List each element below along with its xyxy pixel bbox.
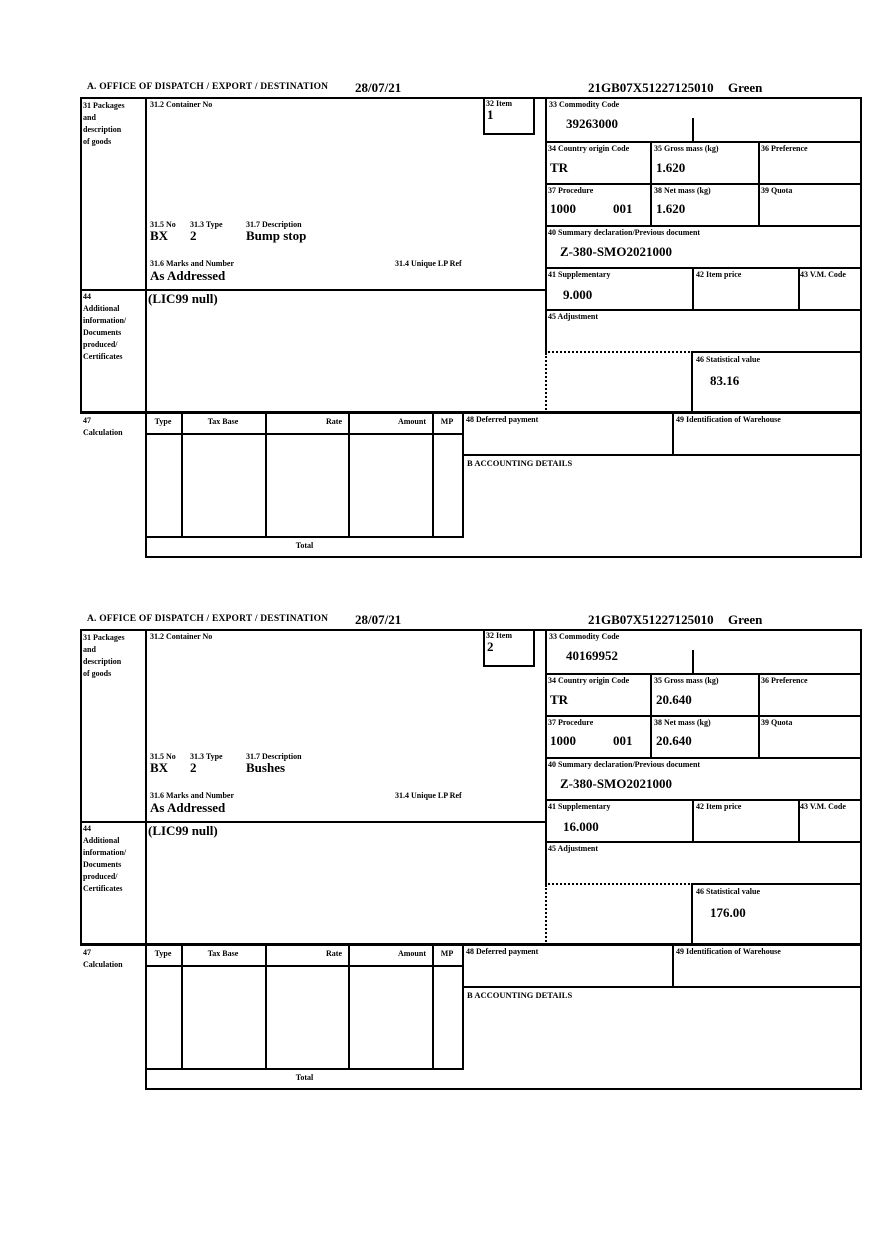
grid-line: [145, 1088, 862, 1090]
packages-label: 31 Packages: [83, 633, 125, 642]
summary-declaration-value: Z-380-SMO2021000: [560, 244, 672, 259]
grid-line: [462, 945, 464, 1070]
procedure-label: 37 Procedure: [548, 718, 594, 727]
grid-line: [483, 665, 535, 667]
grid-line: [545, 673, 862, 675]
grid-line: [545, 715, 862, 717]
accounting-details-label: B ACCOUNTING DETAILS: [467, 458, 573, 468]
routing-indicator: Green: [728, 612, 763, 627]
grid-line: [545, 309, 862, 311]
vm-code-label: 43 V.M. Code: [800, 802, 846, 811]
item-number-value: 1: [487, 107, 494, 122]
dotted-line: [545, 885, 547, 942]
grid-line: [758, 673, 760, 717]
grid-line: [691, 883, 862, 885]
accounting-details-label: B ACCOUNTING DETAILS: [467, 990, 573, 1000]
additional-info-label: 44: [83, 292, 91, 301]
additional-info-label: Certificates: [83, 352, 123, 361]
additional-info-label: Documents: [83, 860, 122, 869]
grid-line: [860, 97, 862, 558]
statistical-value-label: 46 Statistical value: [696, 355, 760, 364]
packages-label: description: [83, 657, 122, 666]
pack-no-label: 31.5 No: [150, 752, 176, 761]
packages-label: 31 Packages: [83, 101, 125, 110]
additional-info-label: produced/: [83, 872, 118, 881]
grid-line: [533, 97, 535, 133]
country-origin-label: 34 Country origin Code: [548, 676, 630, 685]
grid-line: [145, 1068, 464, 1070]
additional-info-label: information/: [83, 848, 127, 857]
calculation-label: Calculation: [83, 960, 123, 969]
grid-line: [265, 945, 267, 1070]
pack-desc-label: 31.7 Description: [246, 220, 302, 229]
grid-line: [545, 141, 862, 143]
grid-line: [462, 454, 862, 456]
country-origin-value: TR: [550, 692, 569, 707]
net-mass-value: 1.620: [656, 201, 686, 216]
pack-no-value: BX: [150, 228, 169, 243]
grid-line: [692, 650, 694, 673]
grid-line: [462, 986, 862, 988]
statistical-value-label: 46 Statistical value: [696, 887, 760, 896]
tax-base-column-header: Tax Base: [207, 417, 239, 426]
net-mass-label: 38 Net mass (kg): [654, 186, 711, 195]
grid-line: [145, 556, 862, 558]
grid-line: [650, 183, 652, 227]
grid-line: [145, 433, 464, 435]
additional-info-label: Additional: [83, 304, 120, 313]
tax-type-column-header: Type: [154, 949, 172, 958]
grid-line: [145, 629, 147, 1090]
grid-line: [545, 97, 547, 351]
declaration-item-section-2: [80, 612, 862, 1094]
tax-amount-column-header: Amount: [397, 417, 426, 426]
grid-line: [545, 757, 862, 759]
warehouse-id-label: 49 Identification of Warehouse: [676, 947, 781, 956]
marks-number-label: 31.6 Marks and Number: [150, 259, 235, 268]
office-of-dispatch-label: A. OFFICE OF DISPATCH / EXPORT / DESTINATION: [87, 614, 329, 624]
grid-line: [348, 945, 350, 1070]
grid-line: [533, 629, 535, 665]
additional-info-value: (LIC99 null): [148, 291, 218, 306]
tax-rate-column-header: Rate: [326, 949, 342, 958]
grid-line: [80, 411, 862, 414]
supplementary-label: 41 Supplementary: [548, 802, 611, 811]
supplementary-value: 9.000: [563, 287, 593, 302]
deferred-payment-label: 48 Deferred payment: [466, 947, 539, 956]
grid-line: [348, 413, 350, 538]
quota-label: 39 Quota: [761, 718, 793, 727]
container-no-label: 31.2 Container No: [150, 100, 213, 109]
calculation-label: 47: [83, 948, 91, 957]
tax-type-column-header: Type: [154, 417, 172, 426]
commodity-code-label: 33 Commodity Code: [549, 632, 620, 641]
declaration-item-section-1: [80, 80, 862, 562]
grid-line: [650, 715, 652, 759]
grid-line: [80, 629, 82, 945]
packages-label: description: [83, 125, 122, 134]
grid-line: [545, 629, 547, 883]
dotted-line: [545, 353, 547, 410]
additional-info-label: Certificates: [83, 884, 123, 893]
grid-line: [691, 351, 862, 353]
preference-label: 36 Preference: [761, 676, 808, 685]
marks-number-label: 31.6 Marks and Number: [150, 791, 235, 800]
pack-type-value: 2: [190, 228, 197, 243]
marks-number-value: As Addressed: [150, 268, 226, 283]
grid-line: [691, 351, 693, 413]
packages-label: and: [83, 113, 96, 122]
gross-mass-label: 35 Gross mass (kg): [654, 144, 719, 153]
container-no-label: 31.2 Container No: [150, 632, 213, 641]
movement-reference-number: 21GB07X51227125010: [588, 80, 714, 95]
grid-line: [692, 267, 694, 311]
pack-type-label: 31.3 Type: [190, 752, 223, 761]
pack-desc-value: Bushes: [246, 760, 286, 775]
pack-no-value: BX: [150, 760, 169, 775]
grid-line: [692, 799, 694, 843]
calculation-label: Calculation: [83, 428, 123, 437]
supplementary-value: 16.000: [563, 819, 599, 834]
procedure-value: 1000: [550, 733, 576, 748]
dotted-line: [545, 883, 693, 885]
total-label: Total: [295, 541, 314, 550]
office-of-dispatch-label: A. OFFICE OF DISPATCH / EXPORT / DESTINATION: [87, 82, 329, 92]
grid-line: [545, 225, 862, 227]
acceptance-date: 28/07/21: [355, 80, 402, 95]
warehouse-id-label: 49 Identification of Warehouse: [676, 415, 781, 424]
procedure-ext-value: 001: [613, 733, 633, 748]
pack-type-value: 2: [190, 760, 197, 775]
vm-code-label: 43 V.M. Code: [800, 270, 846, 279]
commodity-code-value: 40169952: [566, 648, 618, 663]
pack-desc-label: 31.7 Description: [246, 752, 302, 761]
pack-desc-value: Bump stop: [246, 228, 307, 243]
grid-line: [432, 945, 434, 1070]
adjustment-label: 45 Adjustment: [548, 844, 599, 853]
grid-line: [672, 413, 674, 455]
grid-line: [483, 629, 485, 665]
item-number-value: 2: [487, 639, 494, 654]
country-origin-value: TR: [550, 160, 569, 175]
supplementary-label: 41 Supplementary: [548, 270, 611, 279]
grid-line: [432, 413, 434, 538]
unique-lp-ref-label: 31.4 Unique LP Ref: [395, 259, 462, 268]
deferred-payment-label: 48 Deferred payment: [466, 415, 539, 424]
statistical-value: 176.00: [710, 905, 746, 920]
grid-line: [80, 943, 862, 946]
additional-info-label: 44: [83, 824, 91, 833]
item-number-label: 32 Item: [486, 99, 512, 108]
tax-mp-column-header: MP: [440, 949, 454, 958]
tax-base-column-header: Tax Base: [207, 949, 239, 958]
grid-line: [181, 413, 183, 538]
grid-line: [758, 141, 760, 185]
item-number-label: 32 Item: [486, 631, 512, 640]
grid-line: [860, 629, 862, 1090]
grid-line: [672, 945, 674, 987]
pack-type-label: 31.3 Type: [190, 220, 223, 229]
commodity-code-label: 33 Commodity Code: [549, 100, 620, 109]
gross-mass-label: 35 Gross mass (kg): [654, 676, 719, 685]
additional-info-label: Documents: [83, 328, 122, 337]
tax-rate-column-header: Rate: [326, 417, 342, 426]
country-origin-label: 34 Country origin Code: [548, 144, 630, 153]
item-price-label: 42 Item price: [696, 802, 742, 811]
dotted-line: [545, 351, 693, 353]
grid-line: [483, 133, 535, 135]
movement-reference-number: 21GB07X51227125010: [588, 612, 714, 627]
item-price-label: 42 Item price: [696, 270, 742, 279]
grid-line: [691, 883, 693, 945]
additional-info-label: Additional: [83, 836, 120, 845]
additional-info-label: information/: [83, 316, 127, 325]
net-mass-value: 20.640: [656, 733, 692, 748]
grid-line: [692, 118, 694, 141]
procedure-ext-value: 001: [613, 201, 633, 216]
grid-line: [650, 673, 652, 717]
acceptance-date: 28/07/21: [355, 612, 402, 627]
tax-mp-column-header: MP: [440, 417, 454, 426]
grid-line: [545, 799, 862, 801]
adjustment-label: 45 Adjustment: [548, 312, 599, 321]
grid-line: [145, 536, 464, 538]
grid-line: [758, 715, 760, 759]
net-mass-label: 38 Net mass (kg): [654, 718, 711, 727]
commodity-code-value: 39263000: [566, 116, 618, 131]
summary-declaration-label: 40 Summary declaration/Previous document: [548, 760, 701, 769]
grid-line: [483, 97, 485, 133]
grid-line: [181, 945, 183, 1070]
tax-amount-column-header: Amount: [397, 949, 426, 958]
packages-label: of goods: [83, 669, 112, 678]
unique-lp-ref-label: 31.4 Unique LP Ref: [395, 791, 462, 800]
statistical-value: 83.16: [710, 373, 740, 388]
grid-line: [80, 97, 862, 99]
grid-line: [145, 97, 147, 558]
grid-line: [650, 141, 652, 185]
gross-mass-value: 1.620: [656, 160, 686, 175]
grid-line: [545, 183, 862, 185]
pack-no-label: 31.5 No: [150, 220, 176, 229]
summary-declaration-label: 40 Summary declaration/Previous document: [548, 228, 701, 237]
grid-line: [758, 183, 760, 227]
packages-label: of goods: [83, 137, 112, 146]
grid-line: [145, 965, 464, 967]
grid-line: [545, 841, 862, 843]
additional-info-label: produced/: [83, 340, 118, 349]
gross-mass-value: 20.640: [656, 692, 692, 707]
additional-info-value: (LIC99 null): [148, 823, 218, 838]
procedure-label: 37 Procedure: [548, 186, 594, 195]
calculation-label: 47: [83, 416, 91, 425]
grid-line: [80, 629, 862, 631]
packages-label: and: [83, 645, 96, 654]
summary-declaration-value: Z-380-SMO2021000: [560, 776, 672, 791]
grid-line: [545, 267, 862, 269]
procedure-value: 1000: [550, 201, 576, 216]
quota-label: 39 Quota: [761, 186, 793, 195]
preference-label: 36 Preference: [761, 144, 808, 153]
marks-number-value: As Addressed: [150, 800, 226, 815]
grid-line: [80, 97, 82, 413]
routing-indicator: Green: [728, 80, 763, 95]
grid-line: [265, 413, 267, 538]
total-label: Total: [295, 1073, 314, 1082]
grid-line: [462, 413, 464, 538]
